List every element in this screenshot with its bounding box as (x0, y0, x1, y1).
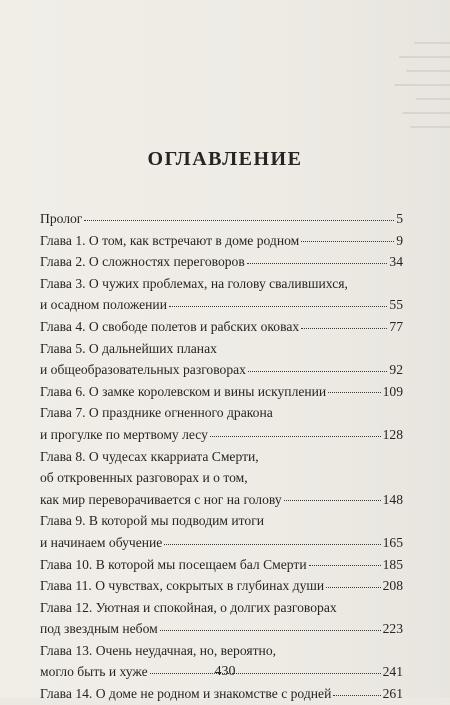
toc-entry-line (40, 554, 403, 576)
toc-entry-title: Пролог (40, 211, 83, 226)
toc-entry-title: могло быть и хуже (40, 664, 148, 680)
dot-leader (84, 220, 394, 221)
toc-entry-title: и прогулке по мертвому лесу (40, 426, 208, 442)
toc-entry-page: 77 (389, 318, 403, 334)
toc-entry (40, 597, 403, 640)
dot-leader (301, 328, 387, 329)
dot-leader (301, 241, 394, 242)
toc-entry-line (40, 316, 403, 338)
toc-entry-line (40, 359, 403, 381)
dot-leader (160, 630, 381, 631)
toc-entry-line (40, 532, 403, 554)
dot-leader (333, 695, 380, 696)
toc-entry (40, 446, 403, 511)
toc-entry (40, 510, 403, 553)
toc-entry-line (40, 575, 403, 597)
toc-entry-page: 148 (382, 491, 403, 507)
dot-leader (164, 544, 380, 545)
toc-entry (40, 402, 403, 445)
toc-entry (40, 273, 403, 316)
toc-entry (40, 230, 403, 252)
dot-leader (210, 436, 381, 437)
dot-leader (284, 500, 381, 501)
toc-entry-page: 109 (382, 383, 403, 399)
toc-entry-title: Глава 4. О свободе полетов и рабских оковах (40, 318, 300, 334)
toc-entry (40, 208, 403, 230)
toc-entry-title: Глава 7. О празднике огненного дракона (40, 405, 273, 421)
toc-entry-title: Глава 8. О чудесах ккарриата Смерти, (40, 448, 259, 464)
dot-leader (169, 306, 387, 307)
toc-entry-line (40, 208, 403, 230)
toc-entry-page: 9 (396, 232, 403, 248)
toc-entry-title: и начинаем обучение (40, 534, 163, 550)
table-of-contents (40, 208, 403, 705)
toc-entry-page: 208 (382, 578, 403, 594)
toc-entry-line (40, 683, 403, 705)
page-number: 430 (214, 664, 236, 679)
dot-leader (328, 392, 380, 393)
toc-entry (40, 554, 403, 576)
toc-entry-title: Глава 12. Уютная и спокойная, о долгих разговорах (40, 599, 337, 615)
toc-entry-page: 92 (389, 362, 403, 378)
toc-entry-title: Глава 1. О том, как встречают в доме родном (40, 232, 300, 248)
toc-entry-title: Глава 6. О замке королевском и вины искуплении (40, 383, 327, 399)
toc-entry-line (40, 467, 403, 489)
toc-entry-line (40, 381, 403, 403)
toc-entry (40, 575, 403, 597)
toc-entry-line (40, 510, 403, 532)
toc-entry-title: Глава 9. В которой мы подводим итоги (40, 513, 265, 529)
toc-entry-title: и общеобразовательных разговорах (40, 362, 246, 378)
dot-leader (309, 565, 381, 566)
dot-leader (247, 263, 388, 264)
toc-entry-page: 241 (382, 664, 403, 680)
toc-entry-line (40, 618, 403, 640)
toc-entry-title: об откровенных разговорах и о том, (40, 470, 248, 486)
toc-entry-title: Глава 13. Очень неудачная, но, вероятно, (40, 642, 277, 658)
toc-entry-page: 185 (382, 556, 403, 572)
toc-entry-line (40, 402, 403, 424)
toc-entry-page: 223 (382, 621, 403, 637)
toc-entry-line (40, 489, 403, 511)
toc-entry-line (40, 273, 403, 295)
toc-entry (40, 683, 403, 705)
toc-entry-line (40, 338, 403, 360)
toc-entry (40, 381, 403, 403)
toc-entry-title: Глава 14. О доме не родном и знакомстве с родней (40, 686, 332, 702)
toc-entry-title: Глава 11. О чувствах, сокрытых в глубинах души (40, 578, 325, 594)
toc-entry-line (40, 446, 403, 468)
toc-entry-page: 34 (389, 254, 403, 270)
toc-entry-line (40, 251, 403, 273)
toc-entry-title: как мир переворачивается с ног на голову (40, 491, 282, 507)
toc-entry-title: и осадном положении (40, 297, 167, 313)
toc-entry (40, 338, 403, 381)
toc-entry-line (40, 230, 403, 252)
toc-entry (40, 251, 403, 273)
toc-entry-line (40, 597, 403, 619)
toc-entry-line (40, 294, 403, 316)
toc-entry-title: Глава 3. О чужих проблемах, на голову свалившихся, (40, 275, 348, 291)
toc-entry-page: 55 (389, 297, 403, 313)
toc-entry-title: под звездным небом (40, 621, 158, 637)
toc-entry-page: 5 (396, 211, 403, 226)
toc-entry (40, 316, 403, 338)
toc-heading: ОГЛАВЛЕНИЕ (147, 148, 303, 170)
toc-entry-page: 261 (382, 686, 403, 702)
toc-entry-line (40, 424, 403, 446)
dot-leader (326, 587, 380, 588)
toc-entry-title: Глава 2. О сложностях переговоров (40, 254, 245, 270)
toc-entry-title: Глава 10. В которой мы посещаем бал Смерти (40, 556, 307, 572)
toc-entry-line (40, 640, 403, 662)
toc-entry-title: Глава 5. О дальнейших планах (40, 340, 217, 356)
toc-entry-page: 128 (382, 426, 403, 442)
dot-leader (248, 371, 387, 372)
toc-entry-page: 165 (382, 534, 403, 550)
